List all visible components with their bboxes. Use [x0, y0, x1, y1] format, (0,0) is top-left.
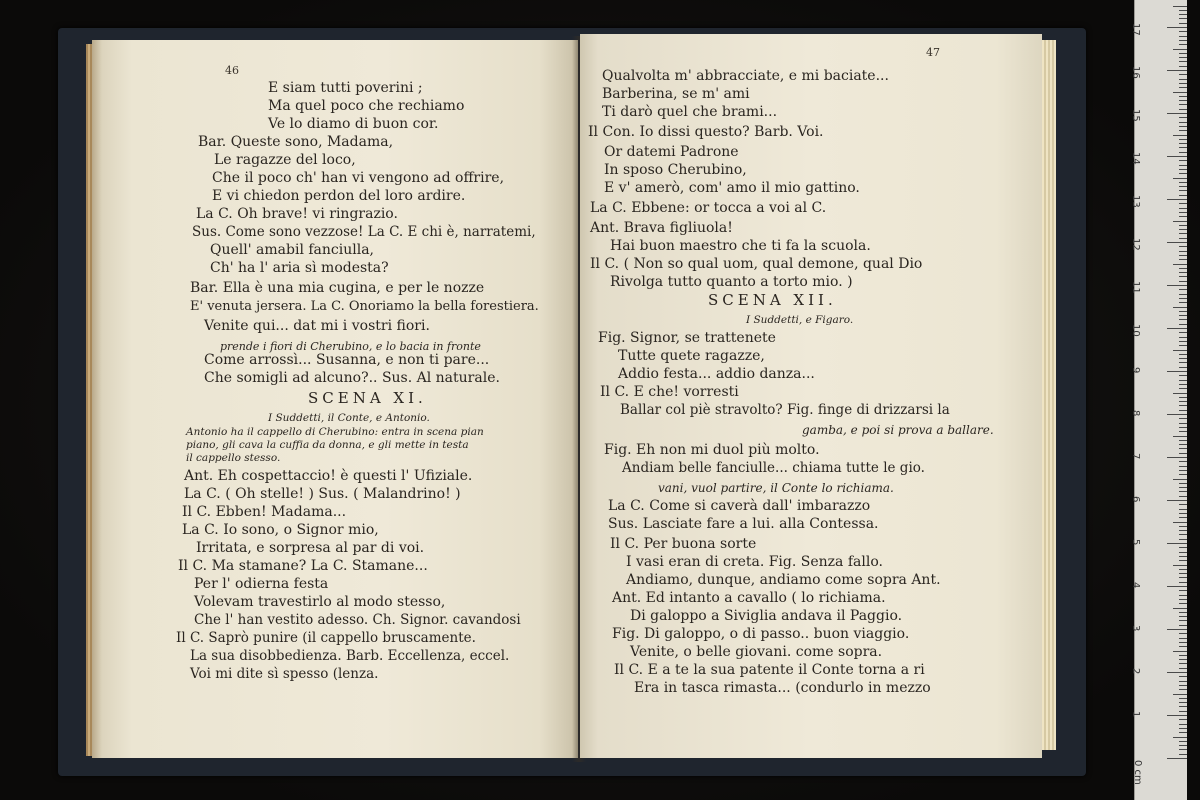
- ruler-number: 13: [1130, 195, 1141, 208]
- ruler-tick: [1179, 31, 1187, 32]
- text-line: Ch' ha l' aria sì modesta?: [210, 260, 389, 276]
- ruler-tick: [1173, 135, 1187, 136]
- text-line: Il C. Per buona sorte: [610, 536, 757, 552]
- scene-heading: SCENA XII.: [708, 291, 837, 309]
- text-line: Che l' han vestito adesso. Ch. Signor. cavandosi: [194, 612, 521, 628]
- ruler-tick: [1179, 216, 1187, 217]
- ruler-number: 8: [1130, 410, 1141, 417]
- page-number-left: 46: [225, 64, 239, 77]
- ruler-tick: [1179, 612, 1187, 613]
- right-page: [580, 34, 1042, 758]
- ruler-tick: [1179, 195, 1187, 196]
- ruler-tick: [1179, 96, 1187, 97]
- ruler-tick: [1179, 616, 1187, 617]
- ruler-tick: [1179, 367, 1187, 368]
- ruler-tick: [1179, 599, 1187, 600]
- ruler-tick: [1179, 556, 1187, 557]
- text-line: Di galoppo a Siviglia andava il Paggio.: [630, 608, 903, 624]
- ruler-tick: [1179, 754, 1187, 755]
- ruler-tick: [1179, 487, 1187, 488]
- ruler-tick: [1179, 388, 1187, 389]
- ruler-tick: [1179, 384, 1187, 385]
- text-line: E vi chiedon perdon del loro ardire.: [212, 188, 466, 204]
- text-line: E' venuta jersera. La C. Onoriamo la bella forestiera.: [190, 299, 539, 314]
- ruler-number: 9: [1130, 367, 1141, 374]
- ruler-number: 5: [1130, 539, 1141, 546]
- ruler-tick: [1179, 229, 1187, 230]
- text-line: Per l' odierna festa: [194, 576, 329, 592]
- ruler-tick: [1179, 130, 1187, 131]
- ruler-tick: [1179, 109, 1187, 110]
- ruler-tick: [1179, 474, 1187, 475]
- ruler-tick: [1173, 608, 1187, 609]
- ruler-tick: [1179, 182, 1187, 183]
- ruler-tick: [1179, 238, 1187, 239]
- ruler-number: 12: [1130, 238, 1141, 251]
- ruler-number: 7: [1130, 453, 1141, 460]
- ruler-tick: [1173, 49, 1187, 50]
- ruler-tick: [1179, 530, 1187, 531]
- text-line: Addio festa... addio danza...: [618, 366, 815, 382]
- ruler-tick: [1179, 427, 1187, 428]
- ruler-tick: [1179, 272, 1187, 273]
- ruler-tick: [1179, 461, 1187, 462]
- ruler-tick: [1179, 152, 1187, 153]
- ruler-tick: [1179, 569, 1187, 570]
- text-line: Hai buon maestro che ti fa la scuola.: [610, 238, 871, 254]
- ruler-tick: [1179, 358, 1187, 359]
- ruler-tick: [1179, 646, 1187, 647]
- text-line: Rivolga tutto quanto a torto mio. ): [610, 274, 853, 290]
- text-line: I vasi eran di creta. Fig. Senza fallo.: [626, 554, 883, 570]
- ruler-tick: [1179, 255, 1187, 256]
- ruler-tick: [1179, 294, 1187, 295]
- ruler-tick: [1179, 79, 1187, 80]
- ruler-number: 15: [1130, 109, 1141, 122]
- text-line: Fig. Signor, se trattenete: [598, 330, 776, 346]
- stage-direction: prende i fiori di Cherubino, e lo bacia in fronte: [220, 340, 481, 353]
- ruler-tick: [1179, 14, 1187, 15]
- ruler-tick: [1179, 100, 1187, 101]
- ruler-tick: [1179, 23, 1187, 24]
- stage-direction: Antonio ha il cappello di Cherubino: entra in scena pian: [186, 426, 484, 438]
- stage-direction: gamba, e poi si prova a ballare.: [802, 423, 994, 437]
- ruler-tick: [1179, 83, 1187, 84]
- ruler-tick: [1179, 642, 1187, 643]
- ruler-tick: [1167, 242, 1187, 243]
- text-line: Il C. Saprò punire (il cappello bruscamente.: [176, 630, 476, 646]
- ruler-tick: [1179, 186, 1187, 187]
- ruler-tick: [1179, 440, 1187, 441]
- ruler-tick: [1167, 672, 1187, 673]
- ruler-tick: [1179, 590, 1187, 591]
- ruler-tick: [1179, 638, 1187, 639]
- ruler-tick: [1173, 6, 1187, 7]
- text-line: Venite, o belle giovani. come sopra.: [630, 644, 883, 660]
- text-line: Tutte quete ragazze,: [618, 348, 765, 364]
- ruler-tick: [1179, 259, 1187, 260]
- ruler-tick: [1179, 302, 1187, 303]
- ruler-tick: [1179, 685, 1187, 686]
- ruler-tick: [1167, 715, 1187, 716]
- ruler-tick: [1179, 208, 1187, 209]
- stage-direction: il cappello stesso.: [186, 452, 281, 464]
- ruler-tick: [1179, 595, 1187, 596]
- ruler-tick: [1179, 143, 1187, 144]
- ruler-tick: [1179, 10, 1187, 11]
- text-line: E v' amerò, com' amo il mio gattino.: [604, 180, 860, 196]
- ruler-tick: [1167, 543, 1187, 544]
- ruler-tick: [1173, 651, 1187, 652]
- text-line: La sua disobbedienza. Barb. Eccellenza, eccel.: [190, 648, 510, 664]
- ruler-tick: [1167, 629, 1187, 630]
- ruler-tick: [1179, 324, 1187, 325]
- ruler-tick: [1167, 586, 1187, 587]
- text-line: Ant. Ed intanto a cavallo ( lo richiama.: [612, 590, 886, 606]
- ruler-tick: [1179, 534, 1187, 535]
- ruler-tick: [1179, 719, 1187, 720]
- ruler-tick: [1179, 397, 1187, 398]
- ruler-tick: [1179, 246, 1187, 247]
- text-line: La C. ( Oh stelle! ) Sus. ( Malandrino! ): [184, 486, 461, 502]
- ruler-tick: [1179, 18, 1187, 19]
- text-line: Fig. Eh non mi duol più molto.: [604, 442, 820, 458]
- ruler-tick: [1179, 423, 1187, 424]
- ruler-tick: [1179, 676, 1187, 677]
- ruler-tick: [1179, 160, 1187, 161]
- ruler-tick: [1179, 711, 1187, 712]
- ruler-tick: [1173, 307, 1187, 308]
- text-line: La C. Ebbene: or tocca a voi al C.: [590, 200, 827, 216]
- ruler-tick: [1167, 758, 1187, 759]
- ruler-tick: [1179, 448, 1187, 449]
- ruler-number: 11: [1130, 281, 1141, 294]
- ruler-tick: [1179, 289, 1187, 290]
- ruler-tick: [1167, 457, 1187, 458]
- ruler-tick: [1179, 724, 1187, 725]
- left-page: [92, 40, 578, 758]
- text-line: Bar. Ella è una mia cugina, e per le nozze: [190, 280, 485, 296]
- text-line: Venite qui... dat mi i vostri fiori.: [204, 318, 430, 334]
- text-line: Il Con. Io dissi questo? Barb. Voi.: [588, 124, 824, 140]
- ruler-tick: [1179, 453, 1187, 454]
- ruler-tick: [1167, 156, 1187, 157]
- text-line: Sus. Come sono vezzose! La C. E chi è, narratemi,: [192, 224, 536, 240]
- scene-heading: SCENA XI.: [308, 389, 427, 407]
- text-line: Volevam travestirlo al modo stesso,: [194, 594, 446, 610]
- ruler-tick: [1179, 401, 1187, 402]
- measurement-ruler: [1130, 0, 1187, 800]
- ruler-tick: [1179, 281, 1187, 282]
- ruler-tick: [1179, 362, 1187, 363]
- text-line: Bar. Queste sono, Madama,: [198, 134, 394, 150]
- ruler-tick: [1179, 728, 1187, 729]
- ruler-tick: [1167, 371, 1187, 372]
- ruler-tick: [1173, 479, 1187, 480]
- ruler-tick: [1179, 203, 1187, 204]
- ruler-tick: [1179, 582, 1187, 583]
- ruler-tick: [1179, 655, 1187, 656]
- ruler-tick: [1179, 431, 1187, 432]
- ruler-tick: [1179, 513, 1187, 514]
- ruler-tick: [1179, 526, 1187, 527]
- text-line: Il C. E a te la sua patente il Conte torna a ri: [614, 662, 925, 678]
- ruler-tick: [1179, 504, 1187, 505]
- ruler-tick: [1173, 92, 1187, 93]
- ruler-tick: [1179, 36, 1187, 37]
- ruler-tick: [1179, 147, 1187, 148]
- ruler-tick: [1179, 345, 1187, 346]
- ruler-tick: [1179, 40, 1187, 41]
- text-line: Era in tasca rimasta... (condurlo in mezzo: [634, 680, 931, 696]
- ruler-tick: [1179, 375, 1187, 376]
- text-line: Ant. Brava figliuola!: [590, 220, 733, 236]
- ruler-tick: [1179, 276, 1187, 277]
- ruler-number: 10: [1130, 324, 1141, 337]
- ruler-tick: [1167, 500, 1187, 501]
- text-line: Ma quel poco che rechiamo: [268, 98, 465, 114]
- ruler-tick: [1179, 732, 1187, 733]
- text-line: Andiam belle fanciulle... chiama tutte le gio.: [622, 460, 925, 476]
- ruler-tick: [1179, 698, 1187, 699]
- ruler-tick: [1179, 315, 1187, 316]
- text-line: Il C. Ma stamane? La C. Stamane...: [178, 558, 428, 574]
- ruler-tick: [1179, 418, 1187, 419]
- text-line: Come arrossì... Susanna, e non ti pare...: [204, 352, 490, 368]
- text-line: Il C. ( Non so qual uom, qual demone, qual Dio: [590, 256, 923, 272]
- ruler-tick: [1179, 311, 1187, 312]
- stage-direction: vani, vuol partire, il Conte lo richiama.: [658, 481, 894, 495]
- ruler-tick: [1173, 522, 1187, 523]
- ruler-tick: [1173, 221, 1187, 222]
- ruler-tick: [1179, 689, 1187, 690]
- text-line: Che il poco ch' han vi vengono ad offrire,: [212, 170, 505, 186]
- stage-direction: piano, gli cava la cuffia da donna, e gli mette in testa: [186, 439, 469, 451]
- ruler-number: 4: [1130, 582, 1141, 589]
- ruler-tick: [1167, 285, 1187, 286]
- text-line: Ant. Eh cospettaccio! è questi l' Ufiziale.: [184, 468, 473, 484]
- ruler-tick: [1167, 199, 1187, 200]
- text-line: La C. Io sono, o Signor mio,: [182, 522, 379, 538]
- ruler-tick: [1179, 659, 1187, 660]
- ruler-tick: [1179, 483, 1187, 484]
- ruler-tick: [1179, 410, 1187, 411]
- ruler-tick: [1179, 663, 1187, 664]
- ruler-number: 6: [1130, 496, 1141, 503]
- ruler-tick: [1179, 405, 1187, 406]
- text-line: Ve lo diamo di buon cor.: [268, 116, 439, 132]
- ruler-tick: [1179, 74, 1187, 75]
- text-line: Qualvolta m' abbracciate, e mi baciate...: [602, 68, 889, 84]
- ruler-tick: [1179, 332, 1187, 333]
- ruler-number: 14: [1130, 152, 1141, 165]
- ruler-tick: [1173, 565, 1187, 566]
- ruler-tick: [1173, 737, 1187, 738]
- ruler-tick: [1179, 298, 1187, 299]
- text-line: Il C. E che! vorresti: [600, 384, 739, 400]
- ruler-tick: [1179, 66, 1187, 67]
- text-line: Il C. Ebben! Madama...: [182, 504, 347, 520]
- ruler-tick: [1179, 539, 1187, 540]
- ruler-tick: [1179, 117, 1187, 118]
- ruler-tick: [1179, 87, 1187, 88]
- ruler-number: 3: [1130, 625, 1141, 632]
- ruler-tick: [1179, 517, 1187, 518]
- ruler-tick: [1173, 350, 1187, 351]
- text-line: Ballar col piè stravolto? Fig. finge di drizzarsi la: [620, 402, 950, 418]
- ruler-unit-label: 0 cm: [1132, 760, 1143, 785]
- ruler-number: 2: [1130, 668, 1141, 675]
- ruler-tick: [1167, 113, 1187, 114]
- ruler-tick: [1179, 496, 1187, 497]
- text-line: Fig. Di galoppo, o di passo.. buon viaggio.: [612, 626, 910, 642]
- ruler-tick: [1179, 104, 1187, 105]
- ruler-tick: [1167, 414, 1187, 415]
- ruler-tick: [1179, 547, 1187, 548]
- ruler-tick: [1179, 552, 1187, 553]
- ruler-tick: [1179, 706, 1187, 707]
- ruler-tick: [1179, 225, 1187, 226]
- ruler-tick: [1179, 173, 1187, 174]
- ruler-tick: [1179, 233, 1187, 234]
- ruler-tick: [1179, 354, 1187, 355]
- ruler-number: 17: [1130, 23, 1141, 36]
- ruler-tick: [1179, 251, 1187, 252]
- scene-subheading: I Suddetti, il Conte, e Antonio.: [268, 412, 430, 424]
- ruler-tick: [1179, 190, 1187, 191]
- ruler-tick: [1179, 57, 1187, 58]
- page-number-right: 47: [926, 46, 940, 59]
- ruler-tick: [1179, 577, 1187, 578]
- scene-subheading: I Suddetti, e Figaro.: [746, 314, 854, 326]
- ruler-tick: [1179, 126, 1187, 127]
- ruler-tick: [1179, 702, 1187, 703]
- ruler-number: 1: [1130, 711, 1141, 718]
- ruler-tick: [1179, 560, 1187, 561]
- ruler-tick: [1179, 668, 1187, 669]
- ruler-tick: [1173, 694, 1187, 695]
- ruler-tick: [1179, 44, 1187, 45]
- ruler-tick: [1167, 27, 1187, 28]
- ruler-tick: [1179, 466, 1187, 467]
- text-line: Che somigli ad alcuno?.. Sus. Al naturale.: [204, 370, 500, 386]
- ruler-tick: [1179, 491, 1187, 492]
- ruler-tick: [1179, 603, 1187, 604]
- ruler-tick: [1179, 268, 1187, 269]
- text-line: La C. Come si caverà dall' imbarazzo: [608, 498, 871, 514]
- ruler-tick: [1179, 380, 1187, 381]
- ruler-tick: [1179, 61, 1187, 62]
- ruler-tick: [1179, 633, 1187, 634]
- ruler-tick: [1173, 264, 1187, 265]
- ruler-tick: [1179, 681, 1187, 682]
- text-line: In sposo Cherubino,: [604, 162, 747, 178]
- ruler-tick: [1179, 212, 1187, 213]
- ruler-tick: [1179, 122, 1187, 123]
- text-line: Ti darò quel che brami...: [602, 104, 778, 120]
- ruler-tick: [1179, 169, 1187, 170]
- text-line: Sus. Lasciate fare a lui. alla Contessa.: [608, 516, 879, 532]
- ruler-number: 16: [1130, 66, 1141, 79]
- ruler-tick: [1179, 745, 1187, 746]
- text-line: Barberina, se m' ami: [602, 86, 750, 102]
- text-line: La C. Oh brave! vi ringrazio.: [196, 206, 398, 222]
- ruler-tick: [1179, 165, 1187, 166]
- text-line: Quell' amabil fanciulla,: [210, 242, 375, 258]
- text-line: E siam tutti poverini ;: [268, 80, 423, 96]
- ruler-tick: [1179, 509, 1187, 510]
- ruler-tick: [1179, 470, 1187, 471]
- ruler-tick: [1179, 573, 1187, 574]
- ruler-tick: [1179, 319, 1187, 320]
- text-line: Andiamo, dunque, andiamo come sopra Ant.: [626, 572, 941, 588]
- ruler-tick: [1179, 749, 1187, 750]
- text-line: Irritata, e sorpresa al par di voi.: [196, 540, 425, 556]
- ruler-tick: [1179, 741, 1187, 742]
- ruler-tick: [1179, 620, 1187, 621]
- ruler-tick: [1179, 337, 1187, 338]
- ruler-tick: [1167, 70, 1187, 71]
- text-line: Or datemi Padrone: [604, 144, 739, 160]
- ruler-tick: [1173, 436, 1187, 437]
- ruler-tick: [1167, 328, 1187, 329]
- ruler-tick: [1179, 341, 1187, 342]
- ruler-tick: [1179, 625, 1187, 626]
- page-edges-right: [1040, 40, 1056, 750]
- ruler-tick: [1179, 139, 1187, 140]
- text-line: Le ragazze del loco,: [214, 152, 356, 168]
- ruler-tick: [1179, 444, 1187, 445]
- ruler-tick: [1173, 393, 1187, 394]
- text-line: Voi mi dite sì spesso (lenza.: [190, 666, 379, 682]
- ruler-tick: [1173, 178, 1187, 179]
- ruler-tick: [1179, 53, 1187, 54]
